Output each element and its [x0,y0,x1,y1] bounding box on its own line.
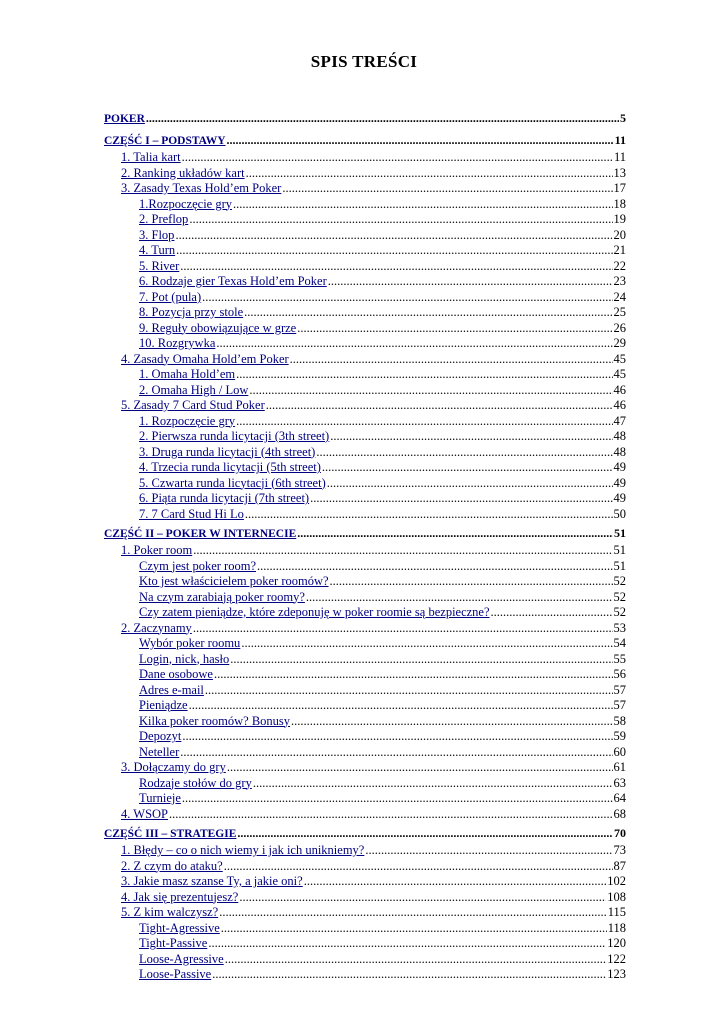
toc-page-number: 61 [613,760,626,774]
dot-leader [328,274,613,290]
toc-entry[interactable] [104,383,626,399]
toc-page-number: 51 [614,526,626,540]
toc-page-number: 26 [613,320,626,335]
toc-entry-link[interactable]: Czym jest poker room? [139,558,256,573]
dot-leader [180,745,612,761]
toc-page-number: 45 [613,367,626,381]
dot-leader [237,822,613,844]
toc-entry-link[interactable]: Dane osobowe [139,667,213,681]
toc-entry[interactable] [104,822,626,844]
toc-entry-link[interactable]: 5. Z kim walczysz? [121,905,219,919]
toc-entry[interactable] [104,905,626,921]
toc-page-number: 11 [613,150,626,164]
toc-page-number: 11 [614,133,626,147]
dot-leader [330,429,612,445]
toc-page-number: 50 [613,506,626,521]
toc-entry[interactable] [104,698,626,714]
toc-page-number: 20 [613,227,626,242]
dot-leader [208,936,606,952]
toc-entry[interactable] [104,129,626,151]
dot-leader [212,967,606,983]
dot-leader [322,460,613,476]
toc-page-number: 52 [613,589,626,604]
toc-entry[interactable] [104,367,626,383]
toc-entry-link[interactable]: 2. Z czym do ataku? [121,858,223,873]
dot-leader [249,383,612,399]
toc-entry-link[interactable]: 7. Pot (pula) [139,289,202,304]
dot-leader [182,150,613,166]
toc-page-number: 115 [607,905,626,919]
toc-entry[interactable] [104,429,626,445]
dot-leader [310,491,612,507]
dot-leader [219,905,607,921]
toc-entry[interactable] [104,636,626,652]
toc-entry[interactable] [104,107,626,129]
dot-leader [241,636,612,652]
toc-entry[interactable] [104,321,626,337]
toc-page-number: 23 [613,274,626,288]
toc-entry[interactable] [104,874,626,890]
toc-entry-link[interactable]: 1. Rozpoczęcie gry [139,413,236,428]
toc-page-number: 5 [620,111,626,125]
toc-page-number: 25 [613,305,626,319]
dot-leader [290,352,613,368]
dot-leader [330,574,613,590]
dot-leader [246,166,613,182]
toc-page-number: 102 [607,874,626,888]
toc-entry[interactable] [104,683,626,699]
toc-entry[interactable] [104,967,626,983]
toc-page-number: 17 [613,181,626,195]
toc-entry-link[interactable]: 4. Zasady Omaha Hold’em Poker [121,351,289,366]
toc-page-number: 29 [613,336,626,350]
toc-entry[interactable] [104,859,626,875]
dot-leader [327,476,613,492]
dot-leader [205,683,613,699]
dot-leader [180,259,612,275]
toc-entry[interactable] [104,259,626,275]
toc-entry-link[interactable]: Tight-Agressive [139,920,220,935]
toc-entry-link[interactable]: Depozyt [139,729,182,743]
toc-entry-link[interactable]: 2. Omaha High / Low [139,382,249,397]
toc-entry-link[interactable]: 3. Dołączamy do gry [121,760,226,774]
toc-entry-link[interactable]: 1. Poker room [121,543,193,557]
toc-entry-link[interactable]: Turnieje [139,791,181,805]
toc-entry[interactable] [104,460,626,476]
dot-leader [257,559,613,575]
toc-entry-link[interactable]: Czy zatem pieniądze, które zdeponuję w poker roomie są bezpieczne? [139,605,490,619]
dot-leader [291,714,612,730]
toc-entry-link[interactable]: 1. Błędy – co o nich wiemy i jak ich unikniemy? [121,843,365,857]
toc-entry[interactable] [104,491,626,507]
toc-page-number: 122 [607,951,626,966]
toc-page-number: 58 [613,713,626,728]
toc-page-number: 68 [613,806,626,821]
dot-leader [176,243,612,259]
toc-entry[interactable] [104,543,626,559]
toc-page-number: 57 [613,682,626,697]
toc-page-number: 118 [607,920,626,935]
toc-entry-link[interactable]: 4. Jak się prezentujesz? [121,889,239,904]
toc-entry-link[interactable]: CZĘŚĆ III – STRATEGIE [104,828,237,840]
toc-entry-link[interactable]: CZĘŚĆ I – PODSTAWY [104,135,226,147]
toc-entry-link[interactable]: Kilka poker roomów? Bonusy [139,713,291,728]
dot-leader [282,181,612,197]
toc-page-number: 73 [613,843,626,857]
toc-entry-link[interactable]: 2. Zaczynamy [121,620,192,635]
toc-entry[interactable] [104,807,626,823]
toc-entry-link[interactable]: 2. Pierwsza runda licytacji (3th street) [139,429,330,443]
dot-leader [230,652,612,668]
toc-entry-link[interactable]: 8. Pozycja przy stole [139,305,244,319]
dot-leader [202,290,612,306]
toc-entry-link[interactable]: Adres e-mail [139,682,204,697]
dot-leader [316,445,612,461]
toc-entry-link[interactable]: Na czym zarabiają poker roomy? [139,589,305,604]
toc-entry[interactable] [104,890,626,906]
toc-page-number: 19 [613,212,626,226]
toc-entry-link[interactable]: 6. Piąta runda licytacji (7th street) [139,491,310,505]
toc-page-number: 49 [613,491,626,505]
toc-entry[interactable] [104,398,626,414]
dot-leader [224,859,613,875]
toc-entry-link[interactable]: POKER [104,113,145,125]
dot-leader [297,321,612,337]
page-title: SPIS TREŚCI [310,52,418,71]
toc-entry-link[interactable]: 1.Rozpoczęcie gry [139,196,233,211]
toc-entry[interactable] [104,843,626,859]
toc-page-number: 46 [613,398,626,412]
toc-entry[interactable] [104,243,626,259]
toc-page-number: 49 [613,460,626,474]
toc-entry-link[interactable]: 5. River [139,258,180,273]
toc-entry[interactable] [104,714,626,730]
toc-entry[interactable] [104,274,626,290]
dot-leader [244,305,612,321]
toc-entry-link[interactable]: 4. WSOP [121,806,169,821]
toc-entry-link[interactable]: 1. Talia kart [121,150,181,164]
dot-leader [193,543,612,559]
toc-entry-link[interactable]: 5. Czwarta runda licytacji (6th street) [139,475,326,490]
toc-entry-link[interactable]: Kto jest właścicielem poker roomów? [139,574,329,588]
dot-leader [236,414,612,430]
dot-leader [169,807,612,823]
toc-entry-link[interactable]: CZĘŚĆ II – POKER W INTERNECIE [104,528,297,540]
toc-page-number: 47 [613,413,626,428]
toc-entry-link[interactable]: Wybór poker roomu [139,636,241,650]
toc-page-number: 49 [613,475,626,490]
toc-page-number: 108 [607,889,626,904]
dot-leader [214,667,613,683]
toc-entry[interactable] [104,476,626,492]
toc-entry-link[interactable]: 9. Reguły obowiązujące w grze [139,320,297,335]
toc-entry-link[interactable]: Loose-Agressive [139,951,224,966]
toc-entry[interactable] [104,590,626,606]
toc-entry[interactable] [104,212,626,228]
toc-page-number: 48 [613,429,626,443]
dot-leader [182,729,612,745]
toc-page-number: 87 [613,858,626,873]
toc-entry-link[interactable]: 3. Druga runda licytacji (4th street) [139,444,316,459]
toc-page-number: 120 [607,936,626,950]
toc-entry-link[interactable]: Login, nick, hasło [139,651,230,666]
toc-entry[interactable] [104,605,626,621]
toc-page-number: 13 [613,165,626,180]
toc-page-number: 22 [613,258,626,273]
toc-entry[interactable] [104,522,626,544]
toc-page-number: 21 [613,243,626,257]
table-of-contents [104,107,626,983]
dot-leader [233,197,612,213]
toc-entry-link[interactable]: 6. Rodzaje gier Texas Hold’em Poker [139,274,327,288]
toc-entry[interactable] [104,507,626,523]
toc-page-number: 60 [613,744,626,759]
dot-leader [491,605,613,621]
dot-leader [266,398,613,414]
toc-entry[interactable] [104,667,626,683]
toc-page-number: 53 [613,620,626,635]
toc-entry-link[interactable]: 3. Zasady Texas Hold’em Poker [121,181,282,195]
toc-page-number: 54 [613,636,626,650]
toc-page-number: 18 [613,196,626,211]
toc-entry[interactable] [104,445,626,461]
toc-entry[interactable] [104,197,626,213]
dot-leader [182,791,613,807]
dot-leader [193,621,613,637]
toc-page-number: 45 [613,351,626,366]
toc-page-number: 48 [613,444,626,459]
toc-page-number: 46 [613,382,626,397]
toc-page-number: 52 [613,605,626,619]
toc-entry[interactable] [104,336,626,352]
toc-page-number: 55 [613,651,626,666]
toc-entry-link[interactable]: Pieniądze [139,698,188,712]
toc-entry[interactable] [104,921,626,937]
dot-leader [245,507,613,523]
toc-page-number: 57 [613,698,626,712]
dot-leader [221,921,607,937]
dot-leader [216,336,612,352]
toc-entry[interactable] [104,621,626,637]
toc-entry-link[interactable]: Neteller [139,744,180,759]
toc-entry[interactable] [104,760,626,776]
toc-entry-link[interactable]: 10. Rozgrywka [139,336,216,350]
toc-page-number: 52 [613,574,626,588]
toc-page-number: 51 [613,558,626,573]
toc-entry[interactable] [104,150,626,166]
dot-leader [175,228,612,244]
toc-entry-link[interactable]: 5. Zasady 7 Card Stud Poker [121,398,265,412]
dot-leader [253,776,613,792]
dot-leader [297,522,613,544]
toc-page-number: 51 [613,543,626,557]
toc-entry-link[interactable]: 4. Turn [139,243,176,257]
toc-entry[interactable] [104,745,626,761]
toc-entry[interactable] [104,352,626,368]
toc-entry[interactable] [104,936,626,952]
toc-page-number: 56 [613,667,626,681]
toc-page-number: 123 [607,967,626,981]
toc-entry-link[interactable]: 1. Omaha Hold’em [139,367,236,381]
dot-leader [189,212,612,228]
dot-leader [236,367,612,383]
toc-entry-link[interactable]: Loose-Passive [139,967,212,981]
toc-entry[interactable] [104,776,626,792]
toc-entry-link[interactable]: 2. Preflop [139,212,189,226]
toc-page-number: 24 [613,289,626,304]
toc-entry-link[interactable]: 7. 7 Card Stud Hi Lo [139,506,244,521]
dot-leader [227,760,613,776]
toc-entry[interactable] [104,181,626,197]
toc-entry[interactable] [104,791,626,807]
toc-entry[interactable] [104,652,626,668]
toc-entry[interactable] [104,729,626,745]
dot-leader [304,874,607,890]
dot-leader [225,952,607,968]
toc-entry-link[interactable]: Rodzaje stołów do gry [139,775,252,790]
toc-entry[interactable] [104,414,626,430]
toc-entry-link[interactable]: Tight-Passive [139,936,208,950]
dot-leader [227,129,614,151]
dot-leader [146,107,619,129]
toc-entry[interactable] [104,305,626,321]
toc-entry-link[interactable]: 4. Trzecia runda licytacji (5th street) [139,460,321,474]
dot-leader [189,698,613,714]
toc-entry[interactable] [104,952,626,968]
toc-entry-link[interactable]: 2. Ranking układów kart [121,165,245,180]
toc-page-number: 64 [613,791,626,805]
toc-entry-link[interactable]: 3. Flop [139,227,175,242]
toc-page-number: 70 [614,826,626,840]
toc-entry-link[interactable]: 3. Jakie masz szanse Ty, a jakie oni? [121,874,303,888]
toc-entry[interactable] [104,574,626,590]
toc-entry[interactable] [104,166,626,182]
toc-page-number: 63 [613,775,626,790]
toc-entry[interactable] [104,228,626,244]
toc-entry[interactable] [104,290,626,306]
toc-entry[interactable] [104,559,626,575]
toc-page-number: 59 [613,729,626,743]
dot-leader [365,843,612,859]
dot-leader [306,590,613,606]
dot-leader [239,890,606,906]
